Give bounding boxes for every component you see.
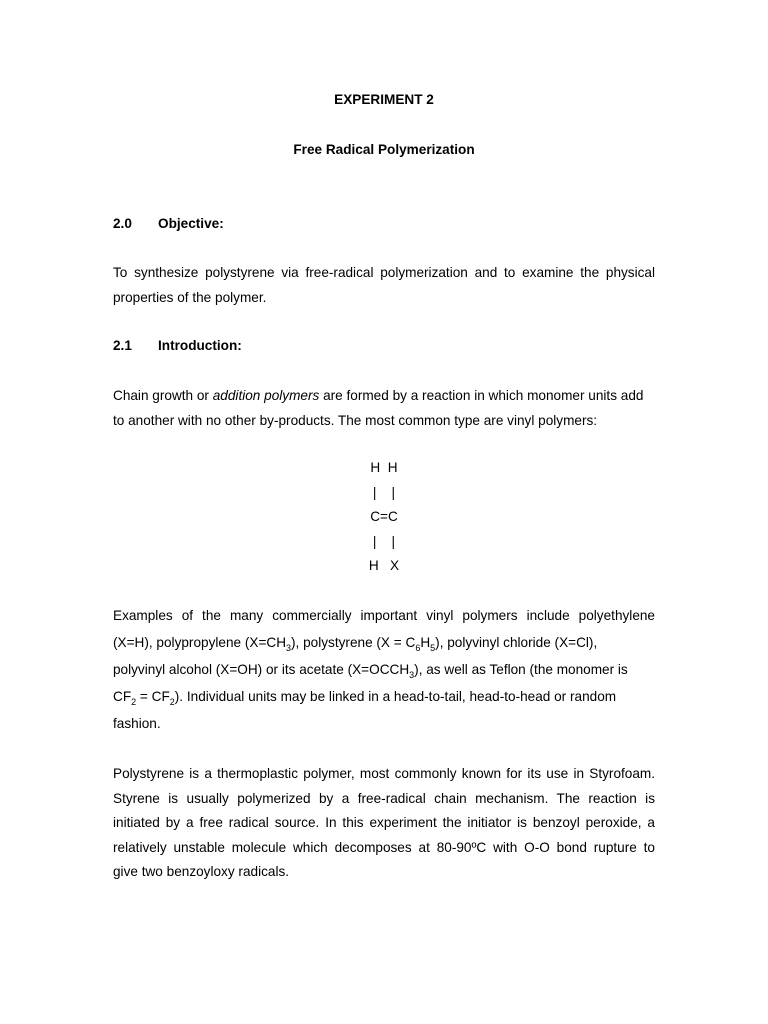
structure-row: H H [370,460,398,475]
paragraph-line: to another with no other by-products. The most common type are vinyl polymers: [113,413,598,428]
paragraph-line: give two benzoyloxy radicals. [113,864,290,879]
text-run: are formed by a reaction in which monomer units add [319,388,644,403]
section-number: 2.1 [113,338,132,353]
paragraph-line [113,656,655,683]
intro-paragraph [113,383,655,433]
subscript: 3 [286,643,292,653]
text-run: Chain growth or [113,388,213,403]
section-number: 2.0 [113,216,132,231]
paragraph-line: Examples of the many commercially important vinyl polymers include polyethylene [113,608,655,623]
paragraph-line [113,383,655,408]
paragraph-line [113,683,655,710]
structure-row: C=C [370,509,398,524]
paragraph-line: properties of the polymer. [113,290,267,305]
text-run: ), polyvinyl chloride (X=Cl), [435,635,598,650]
text-run: = CF [136,689,170,704]
emphasis-text: addition polymers [212,388,320,403]
paragraph-line: To synthesize polystyrene via free-radical polymerization and to examine the physical [113,265,655,280]
subscript: 6 [415,643,421,653]
vinyl-structure-diagram [0,456,768,579]
subscript: 5 [430,643,436,653]
page-subtitle: Free Radical Polymerization [293,142,475,157]
text-run: H [420,635,431,650]
paragraph-line: Polystyrene is a thermoplastic polymer, most commonly known for its use in Styrofoam. [113,766,655,781]
text-run: ), as well as Teflon (the monomer is [414,662,628,677]
paragraph-line: fashion. [113,716,161,731]
paragraph-line: relatively unstable molecule which decomposes at 80-90ºC with O-O bond rupture to [113,839,655,855]
text-run: ), polystyrene (X = C [291,635,416,650]
section-heading-objective [113,216,224,231]
section-title: Objective: [158,216,224,231]
text-run: CF [113,689,132,704]
paragraph-line [113,629,655,656]
polystyrene-paragraph [113,762,655,885]
structure-row: | | [372,533,396,549]
paragraph-line: Styrene is usually polymerized by a free-radical chain mechanism. The reaction is [113,790,655,806]
subscript: 2 [131,697,137,707]
text-run: ). Individual units may be linked in a head-to-tail, head-to-head or random [174,689,617,704]
section-heading-introduction [113,338,242,353]
page-title: EXPERIMENT 2 [334,92,434,107]
paragraph-line: initiated by a free radical source. In this experiment the initiator is benzoyl peroxide, a [113,815,655,830]
objective-paragraph [113,260,655,310]
text-run: polyvinyl alcohol (X=OH) or its acetate (X=OCCH [113,662,410,677]
text-run: (X=H), polypropylene (X=CH [113,635,287,650]
structure-row: | | [372,484,396,500]
section-title: Introduction: [158,338,242,353]
subscript: 3 [409,670,415,680]
subscript: 2 [169,697,175,707]
structure-row: H X [368,558,400,573]
examples-paragraph [113,602,655,737]
